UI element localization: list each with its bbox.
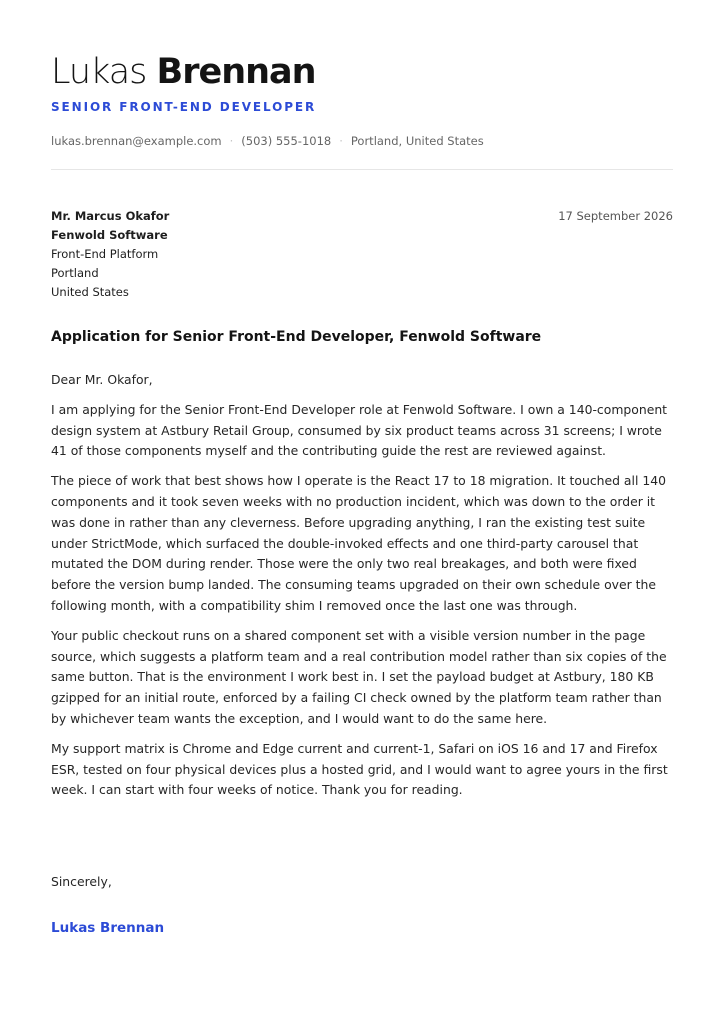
header-divider: [51, 169, 673, 170]
contact-separator: ·: [339, 134, 343, 148]
applicant-title: SENIOR FRONT-END DEVELOPER: [51, 100, 317, 114]
body-paragraph: My support matrix is Chrome and Edge current and current-1, Safari on iOS 16 and 17 and Firefox ESR, tested on four physical devices plus a hosted grid, and I would want to agree yours in the first week. I can start with four weeks of notice. Thank you for reading.: [51, 740, 668, 798]
body-paragraph: The piece of work that best shows how I operate is the React 17 to 18 migration. It touched all 140 components and it took seven weeks with no production incident, which was down to the order it was done in rather than any cleverness. Before upgrading anything, I ran the existing test suite under StrictMode, which surfaced the double-invoked effects and one third-party carousel that mutated the DOM during render. Those were the only two real breakages, and both were fixed before the version bump landed. The consuming teams upgraded on their own schedule over the following month, with a compatibility shim I removed once the last one was through.: [51, 473, 666, 613]
contact-separator: ·: [229, 134, 234, 148]
cover-letter-page: [51, 0, 673, 1024]
body-paragraph: Your public checkout runs on a shared component set with a visible version number in the page source, which suggests a platform team and a real contribution model rather than six copies of the same button. That is the environment I work best in. I set the payload budget at Astbury, 180 KB gzipped for an initial route, enforced by a failing CI check owned by the platform team rather than by whichever team wants the exception, and I would want to do the same here.: [51, 627, 667, 726]
body-paragraph: I am applying for the Senior Front-End Developer role at Fenwold Software. I own a 140-component design system at Astbury Retail Group, consumed by six product teams across 31 screens; I wrote 41 of those components myself and the contributing guide the rest are reviewed against.: [51, 401, 668, 459]
contact-email[interactable]: lukas.brennan@example.com: [51, 134, 222, 148]
applicant-name: [51, 52, 673, 92]
contact-line: [51, 134, 484, 148]
letter-signature: Lukas Brennan: [51, 920, 165, 936]
recipient-company: Fenwold Software: [51, 228, 168, 242]
letter-subject: Application for Senior Front-End Developer, Fenwold Software: [51, 329, 542, 345]
recipient-name: Mr. Marcus Okafor: [51, 209, 170, 223]
applicant-last-name: Brennan: [156, 52, 316, 92]
letter-header: [51, 52, 673, 148]
recipient-address: [51, 207, 169, 302]
recipient-department: Front-End Platform: [51, 247, 159, 261]
letter-greeting: Dear Mr. Okafor,: [51, 372, 153, 387]
applicant-first-name: Lukas: [51, 52, 147, 92]
letter-date: 17 September 2026: [558, 209, 673, 223]
recipient-country: United States: [51, 285, 129, 299]
contact-location: Portland, United States: [350, 134, 484, 148]
recipient-city: Portland: [51, 266, 99, 280]
contact-phone[interactable]: (503) 555-1018: [241, 134, 332, 148]
letter-signoff: Sincerely,: [51, 874, 112, 889]
letter-body: [51, 370, 679, 810]
